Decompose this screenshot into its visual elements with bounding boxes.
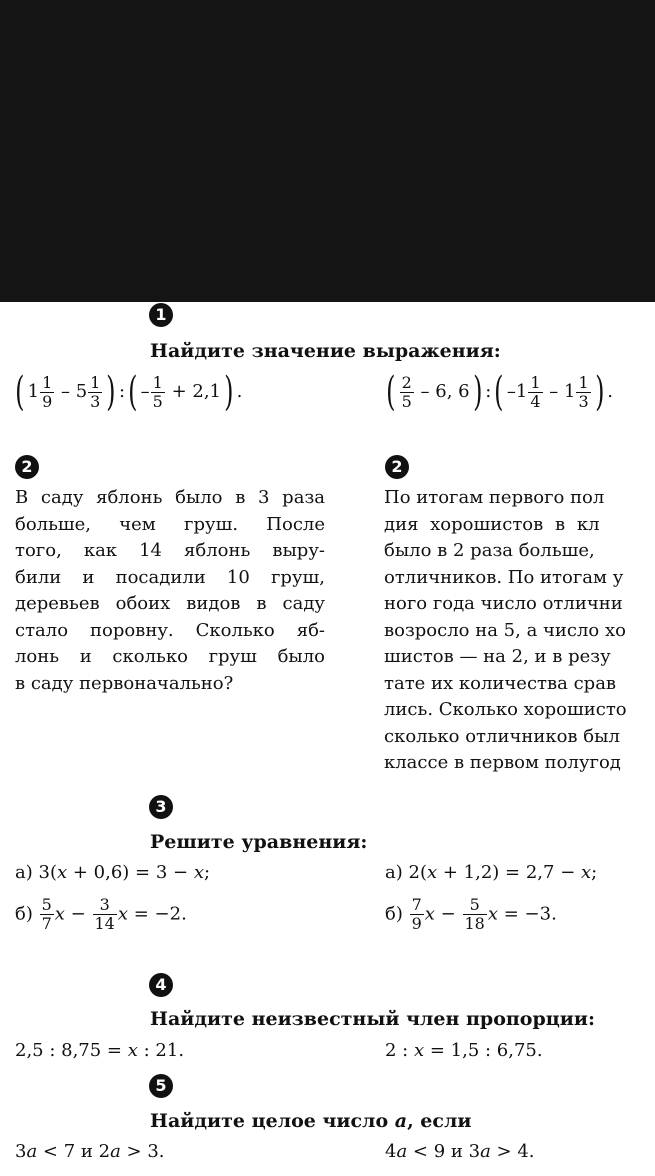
- problem-line: в саду первоначально?: [15, 672, 234, 694]
- task4-right-proportion: 2 : x = 1,5 : 6,75.: [385, 1040, 543, 1061]
- problem-line: больше, чем груш. После: [15, 513, 325, 535]
- task-number-3: 3: [149, 795, 173, 819]
- task3-right-equation-a: а) 2(x + 1,2) = 2,7 − x;: [385, 862, 598, 883]
- problem-line: возросло на 5, а число хо: [384, 619, 626, 641]
- problem-line: было в 2 раза больше,: [384, 540, 595, 561]
- task2-right-problem: [384, 485, 655, 777]
- task1-heading: Найдите значение выражения:: [150, 340, 501, 362]
- task4-heading: Найдите неизвестный член пропорции:: [150, 1008, 595, 1030]
- problem-line: отличников. По итогам у: [384, 566, 624, 588]
- task-number-5: 5: [149, 1074, 173, 1098]
- task-number-2-left: 2: [15, 455, 39, 479]
- problem-line: ного года число отлични: [384, 593, 623, 614]
- task-number-2-right: 2: [385, 455, 409, 479]
- problem-line: били и посадили 10 груш,: [15, 566, 325, 588]
- task2-left-problem: [15, 485, 325, 697]
- problem-line: дия хорошистов в кл: [384, 513, 600, 535]
- problem-line: лись. Сколько хорошисто: [384, 699, 627, 720]
- problem-line: того, как 14 яблонь выру-: [15, 540, 325, 561]
- problem-line: В саду яблонь было в 3 раза: [15, 487, 325, 508]
- task5-right-condition: 4a < 9 и 3a > 4.: [385, 1141, 535, 1162]
- problem-line: деревьев обоих видов в саду: [15, 593, 325, 614]
- problem-line: тате их количества срав: [384, 672, 617, 694]
- problem-line: лонь и сколько груш было: [15, 646, 325, 667]
- task5-left-condition: 3a < 7 и 2a > 3.: [15, 1141, 165, 1162]
- task-number-4: 4: [149, 973, 173, 997]
- problem-line: классе в первом полугод: [384, 752, 621, 773]
- task1-left-expression: ( 1 $\frac{1}{9}$ – 5 $\frac{1}{3}$ ) :( – $\frac{1}{5}$ + 2,1) .: [15, 369, 243, 415]
- problem-line: сколько отличников был: [384, 725, 620, 747]
- task3-right-equation-b: б) $\frac{7}{9}$ x − $\frac{5}{18}$ x = −3.: [385, 895, 557, 933]
- task3-heading: Решите уравнения:: [150, 831, 368, 853]
- task3-left-equation-a: а) 3(x + 0,6) = 3 − x;: [15, 862, 211, 883]
- problem-line: шистов — на 2, и в резу: [384, 646, 611, 667]
- task1-right-expression: ( $\frac{2}{5}$ – 6, 6) :( –1 $\frac{1}{4}$ – 1 $\frac{1}{3}$ ) .: [386, 369, 613, 415]
- task3-left-equation-b: б) $\frac{5}{7}$ x − $\frac{3}{14}$ x = −2.: [15, 895, 187, 933]
- problem-line: По итогам первого пол: [384, 487, 605, 508]
- problem-line: стало поровну. Сколько яб-: [15, 619, 325, 641]
- task4-left-proportion: 2,5 : 8,75 = x : 21.: [15, 1040, 185, 1061]
- task-number-1: 1: [149, 303, 173, 327]
- task5-heading: Найдите целое число a, если: [150, 1110, 472, 1132]
- dark-header-area: [0, 0, 655, 302]
